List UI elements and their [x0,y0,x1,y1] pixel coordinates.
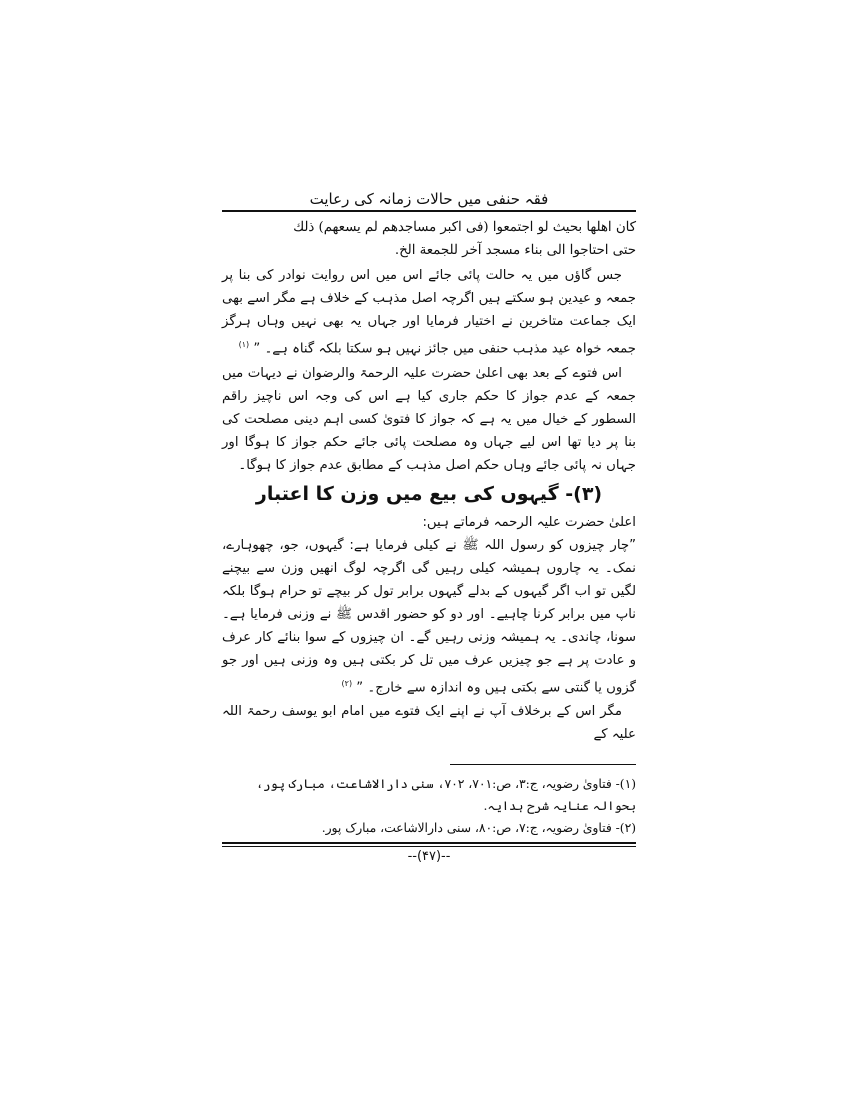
arabic-quote [222,216,636,262]
page-number: --(۴۷)-- [407,848,451,864]
paragraph-1-text: جس گاؤں میں یہ حالت پائی جائے اس میں اس روایت نوادر کی بنا پر جمعہ و عیدین ہو سکتے ہیں اگرچہ اصل مذہب کے خلاف ہے مگر اسے بھی ایک جماعت متاخرین نے اختیار فرمایا اور جہاں یہ بھی نہیں وہاں ہرگز جمعہ خواہ عید مذہب حنفی میں جائز نہیں ہو سکتا بلکہ گناہ ہے۔ ” [222,268,636,357]
footnote-separator [450,764,636,765]
arabic-quote-line-2: حتى احتاجوا الى بناء مسجد آخر للجمعة الخ. [394,243,636,258]
footer-rules [222,842,636,847]
book-page [222,188,636,913]
footnote-2: (۲)- فتاویٰ رضویہ، ج:۷، ص:۸۰، سنی دارالاشاعت، مبارک پور. [321,820,636,835]
footnote-ref-1: (۱) [238,340,250,349]
paragraph-1 [222,264,636,360]
arabic-quote-line-1: كان اهلها بحيث لو اجتمعوا (فى اكبر مساجدهم لم يسعهم) ذلك [293,220,636,235]
paragraph-3-text: ”چار چیزوں کو رسول اللہ ﷺ نے کیلی فرمایا ہے: گیہوں، جو، چھوہارے، نمک۔ یہ چاروں ہمیشہ کیلی رہیں گی اگرچہ لوگ انھیں وزن سے بیچنے لگیں تو اب اگر گیہوں کے بدلے گیہوں برابر تول کر بیچے تو حرام ہوگا بلکہ ناپ میں برابر کرنا چاہیے۔ اور دو کو حضور اقدس ﷺ نے وزنی فرمایا ہے۔ سونا، چاندی۔ یہ ہمیشہ وزنی رہیں گے۔ ان چیزوں کے سوا بنائے کار عرف و عادت پر ہے جو چیزیں عرف میں تل کر بکتی ہیں وہ وزنی ہیں اور جو گزوں یا گنتی سے بکتی ہیں وہ اندازہ سے خارج۔ ” [222,538,636,696]
paragraph-3 [222,534,636,699]
footnotes [222,773,636,839]
running-header-title: فقہ حنفی میں حالات زمانہ کی رعایت [309,190,549,208]
footnote-ref-2: (۲) [341,679,353,689]
footer-rule-thick [222,842,636,844]
paragraph-2: اس فتوے کے بعد بھی اعلیٰ حضرت علیہ الرحمۃ والرضوان نے دیہات میں جمعہ کے عدم جواز کا حکم جاری کیا ہے اس کی وجہ اس ناچیز راقم السطور کے خیال میں یہ ہے کہ جواز کا فتویٰ کسی اہم دینی مصلحت کی بنا پر دیا تھا اس لیے جہاں وہ مصلحت پائی جائے حکم جواز کا ہوگا اور جہاں نہ پائی جائے وہاں حکم اصل مذہب کے مطابق عدم جواز کا ہوگا۔ [222,366,636,474]
section-heading: (۳)- گیہوں کی بیع میں وزن کا اعتبار [255,483,603,506]
header-rule [222,210,636,212]
footer-rule-thin [222,846,636,847]
paragraph-4: مگر اس کے برخلاف آپ نے اپنے ایک فتوے میں امام ابو یوسف رحمۃ اللہ علیہ کے [222,703,636,742]
footnote-1: (۱)- فتاویٰ رضویہ، ج:۳، ص:۷۰۱، ۷۰۲، سنی دارالاشاعت، مبارک پور، بحوالہ عنایہ شرح ہدایہ. [255,776,636,813]
intro-line: اعلیٰ حضرت علیہ الرحمہ فرماتے ہیں: [422,515,636,531]
